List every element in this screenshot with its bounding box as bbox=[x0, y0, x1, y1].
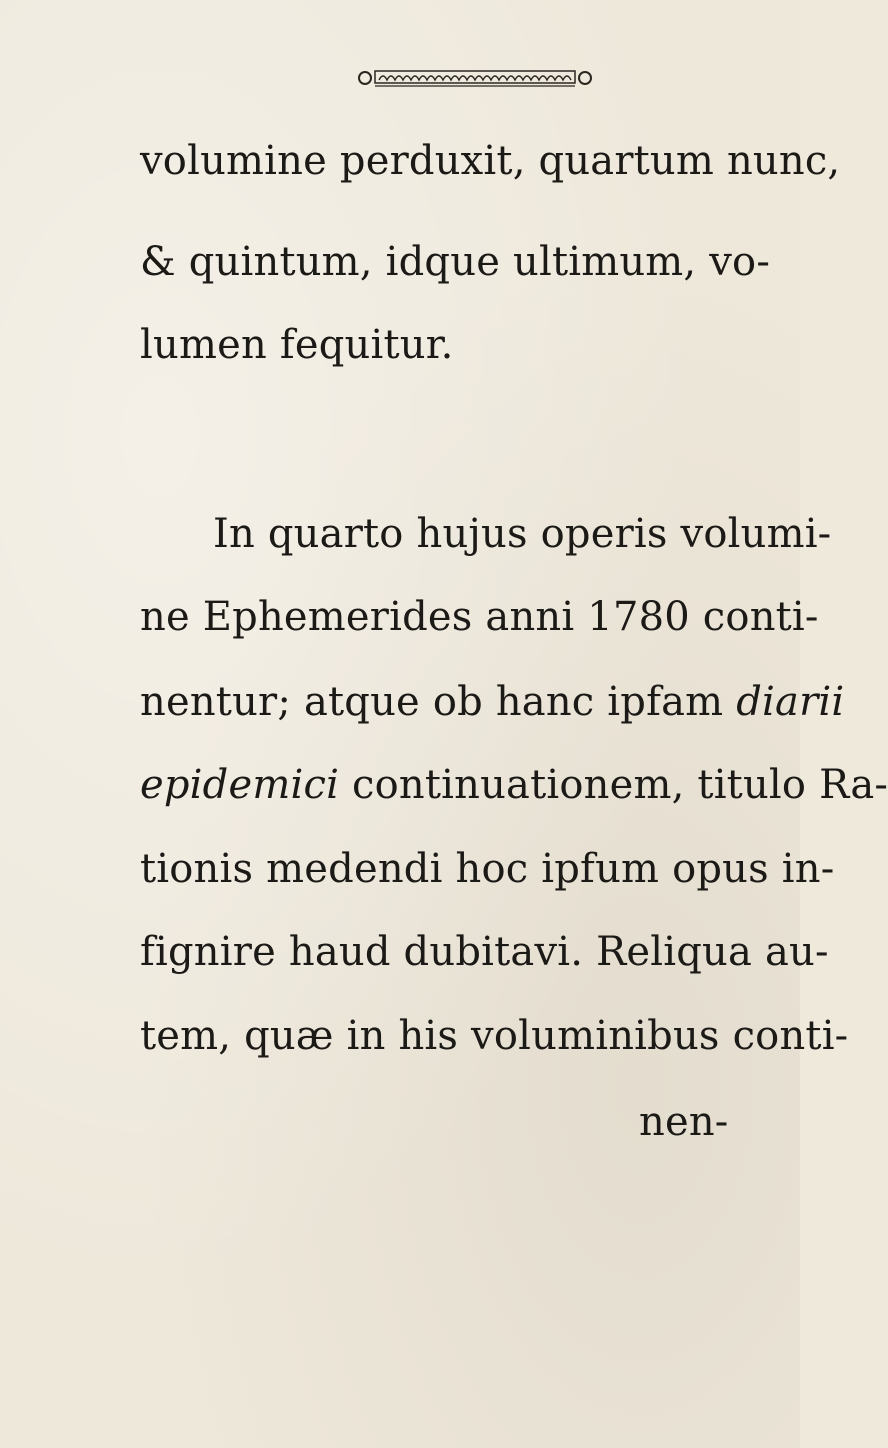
paragraph-first-line: In quarto hujus operis volumi- bbox=[213, 511, 832, 557]
ornamental-rule-icon bbox=[357, 66, 593, 88]
text-line: lumen fequitur. bbox=[140, 322, 454, 368]
text-line: tem, quæ in his voluminibus conti- bbox=[140, 1013, 849, 1059]
catchword: nen- bbox=[639, 1099, 729, 1145]
text-segment: continuationem, titulo Ra- bbox=[339, 762, 888, 808]
text-line: volumine perduxit, quartum nunc, bbox=[140, 138, 841, 184]
text-line bbox=[140, 761, 888, 809]
text-segment: nentur; atque ob hanc ipfam bbox=[140, 679, 737, 725]
italic-term: epidemici bbox=[140, 762, 340, 808]
text-line bbox=[140, 678, 844, 726]
text-line: tionis medendi hoc ipfum opus in- bbox=[140, 846, 835, 892]
text-line: fignire haud dubitavi. Reliqua au- bbox=[140, 929, 829, 975]
text-line: & quintum, idque ultimum, vo- bbox=[140, 239, 771, 285]
text-line: ne Ephemerides anni 1780 conti- bbox=[140, 594, 819, 640]
italic-term: diarii bbox=[736, 679, 845, 725]
